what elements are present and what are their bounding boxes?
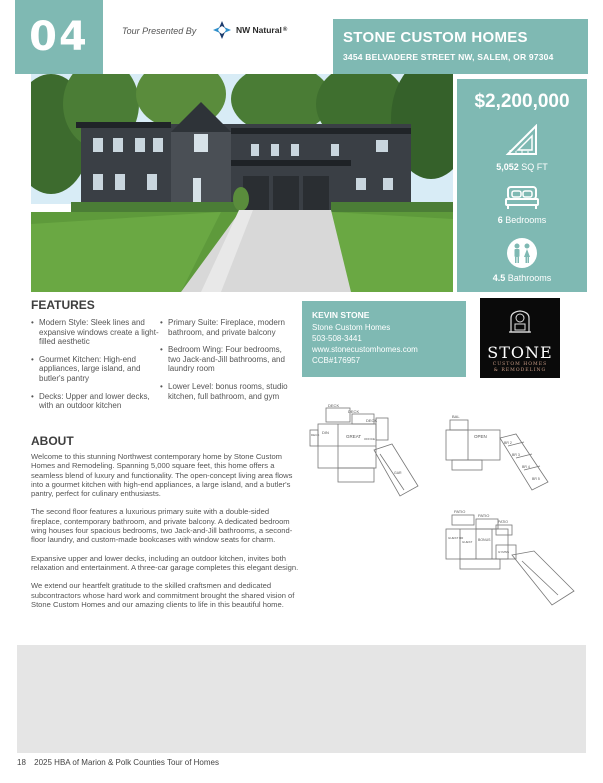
listing-address: 3454 BELVADERE STREET NW, SALEM, OR 97304 [343, 52, 554, 62]
contact-website-link[interactable]: www.stonecustomhomes.com [312, 345, 418, 354]
footer-text: 2025 HBA of Marion & Polk Counties Tour of Homes [34, 758, 219, 767]
sponsor-logo [212, 20, 287, 40]
plan-label: PATIO [498, 520, 508, 524]
plan-label: GREAT [346, 434, 362, 439]
plan-label: DECK [366, 418, 378, 423]
plan-label: BR 5 [532, 477, 540, 481]
builder-logo [480, 298, 560, 378]
features-left-list [31, 318, 159, 419]
presented-by-label: Tour Presented By [122, 26, 197, 36]
contact-name: KEVIN STONE [312, 310, 370, 320]
plan-label: PATIO [454, 509, 466, 514]
plan-label: DECK [348, 409, 360, 414]
about-paragraph: Expansive upper and lower decks, including an outdoor kitchen, invites both relaxation and entertainment. A three-car garage completes this elegant design. [31, 553, 299, 572]
contact-company: Stone Custom Homes [312, 323, 391, 332]
plan-label: GUEST [462, 540, 473, 544]
contact-phone[interactable]: 503-508-3441 [312, 334, 362, 343]
feature-item: • Primary Suite: Fireplace, modern bathroom, and private balcony [160, 318, 288, 337]
about-paragraph: Welcome to this stunning Northwest contemporary home by Stone Custom Homes and Remodeling. Spanning 5,000 square feet, this home offers a seamless blend of luxury and functionality. The open-concept living area flows into a gourmet kitchen with high-end appliances, a large island, and a butler's pantry, perfect for culinary enthusiasts. [31, 452, 293, 499]
page-footer [17, 758, 219, 767]
plan-label: DECK [328, 403, 340, 408]
features-right-list [160, 318, 288, 409]
sqft-unit: SQ FT [521, 162, 548, 172]
plan-label: BR 2 [504, 441, 512, 445]
about-paragraph: We extend our heartfelt gratitude to the skilled craftsmen and dedicated subcontractors whose hard work and commitment brought the shared vision of Stone Custom Homes and our amazing clients to life in this beautiful home. [31, 581, 295, 609]
contact-box [302, 301, 466, 377]
about-text [31, 452, 301, 618]
ruler-triangle-icon [504, 124, 540, 158]
listing-number: 04 [15, 0, 103, 74]
feature-item: • Bedroom Wing: Four bedrooms, two Jack-and-Jill bathrooms, and laundry room [160, 345, 288, 374]
plan-label: PATIO [478, 513, 490, 518]
page-number: 18 [17, 758, 26, 767]
plan-label: BR 3 [512, 453, 520, 457]
sqft-stat [457, 124, 587, 172]
feature-item: • Gourmet Kitchen: High-end appliances, large island, and butler's pantry [31, 355, 159, 384]
about-heading: ABOUT [31, 434, 74, 448]
listing-title-box [333, 19, 588, 74]
main-floor-plan [308, 400, 423, 500]
builder-logo-name: STONE [487, 343, 553, 362]
builder-title: STONE CUSTOM HOMES [343, 29, 528, 46]
plan-label: OPEN [474, 434, 487, 439]
plan-label: OFFICE [364, 437, 375, 441]
feature-item: • Lower Level: bonus rooms, studio kitchen, full bathroom, and gym [160, 382, 288, 401]
bathrooms-stat [457, 237, 587, 283]
stone-emblem-icon [505, 306, 535, 336]
about-paragraph: The second floor features a luxurious primary suite with a double-sided fireplace, contemporary bathroom, and private balcony. A dedicated bedroom wing houses four spacious bedrooms, two Jack-and-Jill bathrooms, a second-floor laundry, and custom-made bookcases with window seats for charm. [31, 507, 293, 545]
plan-label: BONUS [478, 538, 491, 542]
ad-placeholder-box [17, 645, 586, 753]
feature-item: • Modern Style: Sleek lines and expansive windows create a light-filled aesthetic [31, 318, 159, 347]
bathrooms-unit: Bathrooms [507, 273, 552, 283]
bedrooms-value: 6 [497, 215, 503, 225]
plan-label: DECK [311, 433, 320, 437]
listing-price: $2,200,000 [474, 91, 570, 112]
nw-natural-logo-icon [212, 20, 232, 40]
features-heading: FEATURES [31, 298, 95, 312]
sqft-value: 5,052 [496, 162, 519, 172]
builder-logo-line1: CUSTOM HOMES [492, 362, 548, 367]
plan-label: GYMNS [498, 550, 510, 554]
bedrooms-stat [457, 183, 587, 225]
bedrooms-unit: Bedrooms [505, 215, 547, 225]
lower-floor-plan [440, 505, 580, 610]
plan-label: DIN [322, 430, 329, 435]
plan-label: GUEST BR [448, 536, 464, 540]
bed-icon [505, 183, 539, 211]
house-rendering-image [31, 74, 453, 292]
sponsor-registered-mark: ® [282, 27, 288, 33]
bathrooms-value: 4.5 [492, 273, 506, 283]
builder-logo-line2: & REMODELING [493, 368, 547, 373]
stats-panel [457, 79, 587, 292]
upper-floor-plan [440, 410, 555, 500]
feature-item: • Decks: Upper and lower decks, with an outdoor kitchen [31, 392, 159, 411]
people-icon [506, 237, 538, 269]
sponsor-name: NW Natural [236, 25, 282, 35]
plan-label: GAR [394, 471, 402, 475]
contact-license: CCB#176957 [312, 356, 361, 365]
plan-label: BAL [452, 414, 460, 419]
plan-label: BR 4 [522, 465, 530, 469]
